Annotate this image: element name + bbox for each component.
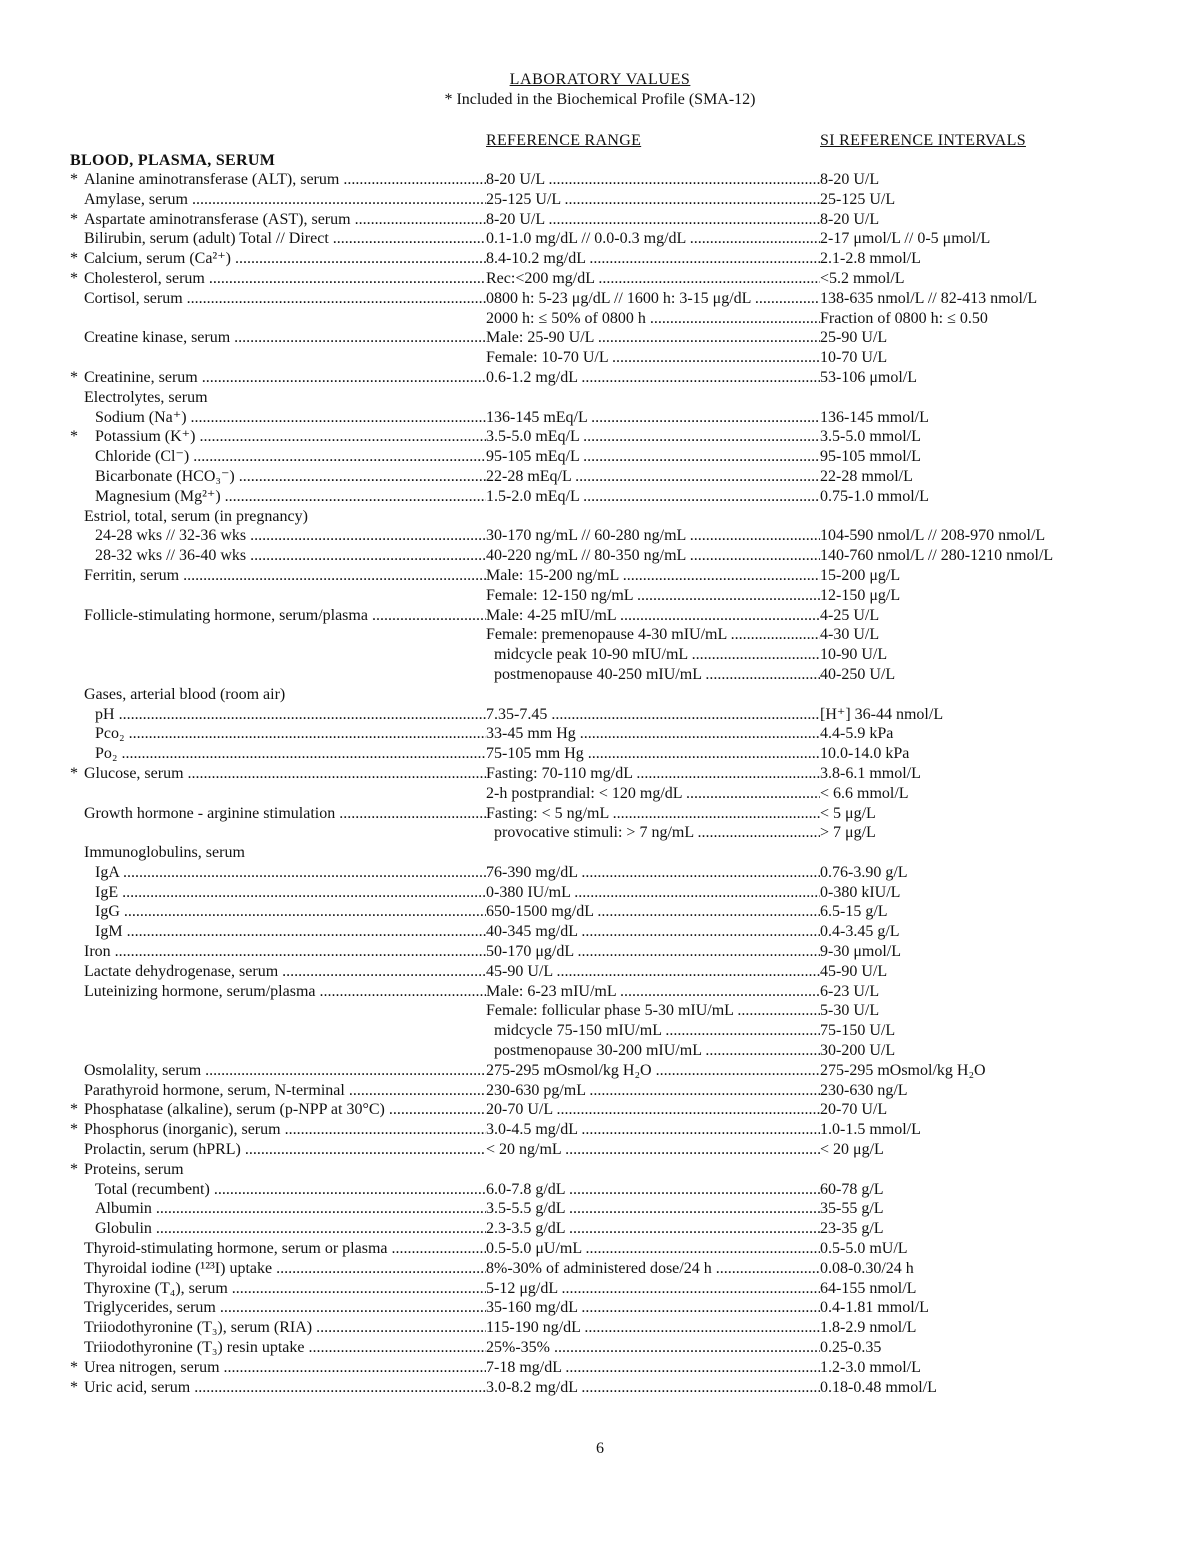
- si-interval: 1.0-1.5 mmol/L: [820, 1121, 921, 1139]
- table-row: [0, 843, 1200, 863]
- reference-range: 8-20 U/L .....: [486, 170, 820, 190]
- table-row: [0, 427, 1200, 447]
- si-interval: < 5 μg/L: [820, 804, 876, 822]
- si-interval: 3.8-6.1 mmol/L: [820, 764, 921, 782]
- reference-range: < 20 ng/mL .....: [486, 1140, 820, 1160]
- si-interval: 0.75-1.0 mmol/L: [820, 487, 929, 505]
- table-row: [0, 625, 1200, 645]
- reference-range: 2-h postprandial: < 120 mg/dL .....: [486, 784, 820, 804]
- reference-range: 40-345 mg/dL .....: [486, 922, 820, 942]
- test-name: Immunoglobulins, serum: [84, 844, 245, 862]
- si-interval: 2-17 μmol/L // 0-5 μmol/L: [820, 230, 991, 248]
- table-row: [0, 962, 1200, 982]
- si-interval: 30-200 U/L: [820, 1042, 896, 1060]
- table-row: [0, 368, 1200, 388]
- si-interval: 45-90 U/L: [820, 962, 888, 980]
- si-interval: 0.4-3.45 g/L: [820, 923, 900, 941]
- si-interval: 10-70 U/L: [820, 349, 888, 367]
- test-name: Bilirubin, serum (adult) Total // Direct .....: [84, 229, 486, 249]
- table-row: [0, 902, 1200, 922]
- sma12-marker: *: [70, 250, 78, 268]
- table-row: [0, 784, 1200, 804]
- column-header-reference-range: REFERENCE RANGE: [486, 132, 642, 149]
- si-interval: 10-90 U/L: [820, 646, 888, 664]
- column-header-si-intervals: SI REFERENCE INTERVALS: [820, 132, 1026, 149]
- reference-range: Female: follicular phase 5-30 mIU/mL .....: [486, 1001, 820, 1021]
- table-row: [0, 190, 1200, 210]
- si-interval: 0.25-0.35: [820, 1339, 882, 1357]
- reference-range: midcycle 75-150 mIU/mL .....: [486, 1021, 820, 1041]
- test-name: Triiodothyronine (T₃) resin uptake .....: [84, 1338, 486, 1358]
- si-interval: 0.08-0.30/24 h: [820, 1259, 914, 1277]
- table-row: [0, 645, 1200, 665]
- table-row: [0, 328, 1200, 348]
- si-interval: 6.5-15 g/L: [820, 903, 888, 921]
- reference-range: midcycle peak 10-90 mIU/mL .....: [486, 645, 820, 665]
- si-interval: 22-28 mmol/L: [820, 467, 913, 485]
- si-interval: [H⁺] 36-44 nmol/L: [820, 705, 944, 723]
- table-row: [0, 724, 1200, 744]
- reference-range: 3.5-5.0 mEq/L .....: [486, 427, 820, 447]
- sma12-marker: *: [70, 269, 78, 287]
- reference-range: Fasting: < 5 ng/mL .....: [486, 804, 820, 824]
- reference-range: 0-380 IU/mL .....: [486, 883, 820, 903]
- test-name: Sodium (Na⁺) .....: [95, 408, 486, 428]
- table-row: [0, 1160, 1200, 1180]
- table-row: [0, 408, 1200, 428]
- table-row: [0, 1061, 1200, 1081]
- reference-range: Male: 25-90 U/L .....: [486, 328, 820, 348]
- reference-range: 8%-30% of administered dose/24 h .....: [486, 1259, 820, 1279]
- si-interval: 53-106 μmol/L: [820, 368, 918, 386]
- table-row: [0, 289, 1200, 309]
- reference-range: 0.6-1.2 mg/dL .....: [486, 368, 820, 388]
- si-interval: 15-200 μg/L: [820, 566, 901, 584]
- reference-range: 76-390 mg/dL .....: [486, 863, 820, 883]
- section-heading: BLOOD, PLASMA, SERUM: [70, 152, 276, 169]
- table-row: [0, 665, 1200, 685]
- reference-range: 136-145 mEq/L .....: [486, 408, 820, 428]
- si-interval: Fraction of 0800 h: ≤ 0.50: [820, 309, 988, 327]
- reference-range: 3.0-8.2 mg/dL .....: [486, 1378, 820, 1398]
- sma12-marker: *: [70, 1160, 78, 1178]
- test-name: Glucose, serum .....: [84, 764, 486, 784]
- reference-range: 7-18 mg/dL .....: [486, 1358, 820, 1378]
- reference-range: 115-190 ng/dL .....: [486, 1318, 820, 1338]
- test-name: Electrolytes, serum: [84, 388, 208, 406]
- reference-range: postmenopause 40-250 mIU/mL .....: [486, 665, 820, 685]
- table-row: [0, 685, 1200, 705]
- test-name: Po₂ .....: [95, 744, 486, 764]
- si-interval: 64-155 nmol/L: [820, 1279, 917, 1297]
- si-interval: 0.18-0.48 mmol/L: [820, 1378, 937, 1396]
- table-row: [0, 1100, 1200, 1120]
- si-interval: 8-20 U/L: [820, 210, 880, 228]
- si-interval: 9-30 μmol/L: [820, 943, 902, 961]
- test-name: Luteinizing hormone, serum/plasma .....: [84, 982, 486, 1002]
- si-interval: 138-635 nmol/L // 82-413 nmol/L: [820, 289, 1038, 307]
- reference-range: 95-105 mEq/L .....: [486, 447, 820, 467]
- reference-range: 8.4-10.2 mg/dL .....: [486, 249, 820, 269]
- test-name: Cholesterol, serum .....: [84, 269, 486, 289]
- reference-range: 20-70 U/L .....: [486, 1100, 820, 1120]
- si-interval: 75-150 U/L: [820, 1022, 896, 1040]
- table-row: [0, 1259, 1200, 1279]
- table-row: [0, 249, 1200, 269]
- test-name: 28-32 wks // 36-40 wks .....: [95, 546, 486, 566]
- test-name: Pco₂ .....: [95, 724, 486, 744]
- lab-values-table: [0, 170, 1200, 1397]
- si-interval: 5-30 U/L: [820, 1002, 880, 1020]
- table-row: [0, 1180, 1200, 1200]
- table-row: [0, 1318, 1200, 1338]
- test-name: pH .....: [95, 705, 486, 725]
- test-name: Chloride (Cl⁻) .....: [95, 447, 486, 467]
- reference-range: 7.35-7.45 .....: [486, 705, 820, 725]
- test-name: IgA .....: [95, 863, 486, 883]
- reference-range: Male: 4-25 mIU/mL .....: [486, 606, 820, 626]
- test-name: Prolactin, serum (hPRL) .....: [84, 1140, 486, 1160]
- table-row: [0, 705, 1200, 725]
- sma12-marker: *: [70, 1101, 78, 1119]
- test-name: IgE .....: [95, 883, 486, 903]
- reference-range: 0.1-1.0 mg/dL // 0.0-0.3 mg/dL .....: [486, 229, 820, 249]
- si-interval: 0.5-5.0 mU/L: [820, 1240, 908, 1258]
- table-row: [0, 447, 1200, 467]
- sma12-marker: *: [70, 171, 78, 188]
- si-interval: > 7 μg/L: [820, 824, 876, 842]
- table-row: [0, 744, 1200, 764]
- test-name: Urea nitrogen, serum .....: [84, 1358, 486, 1378]
- reference-range: 22-28 mEq/L .....: [486, 467, 820, 487]
- sma12-marker: *: [70, 764, 78, 782]
- si-interval: 1.8-2.9 nmol/L: [820, 1319, 917, 1337]
- table-row: [0, 942, 1200, 962]
- page-title: LABORATORY VALUES: [509, 71, 691, 88]
- table-row: [0, 309, 1200, 329]
- test-name: Aspartate aminotransferase (AST), serum .....: [84, 210, 486, 230]
- test-name: Thyroidal iodine (¹²³I) uptake .....: [84, 1259, 486, 1279]
- table-row: [0, 1120, 1200, 1140]
- table-row: [0, 1199, 1200, 1219]
- reference-range: Male: 15-200 ng/mL .....: [486, 566, 820, 586]
- si-interval: 230-630 ng/L: [820, 1081, 908, 1099]
- reference-range: postmenopause 30-200 mIU/mL .....: [486, 1041, 820, 1061]
- si-interval: 25-90 U/L: [820, 329, 888, 347]
- test-name: Estriol, total, serum (in pregnancy): [84, 507, 308, 525]
- test-name: Phosphorus (inorganic), serum .....: [84, 1120, 486, 1140]
- table-row: [0, 467, 1200, 487]
- reference-range: 1.5-2.0 mEq/L .....: [486, 487, 820, 507]
- table-row: [0, 566, 1200, 586]
- sma12-marker: *: [70, 428, 78, 446]
- si-interval: 1.2-3.0 mmol/L: [820, 1358, 921, 1376]
- reference-range: 275-295 mOsmol/kg H₂O .....: [486, 1061, 820, 1081]
- table-row: [0, 1081, 1200, 1101]
- si-interval: <5.2 mmol/L: [820, 269, 905, 287]
- sma12-marker: *: [70, 210, 78, 228]
- test-name: Bicarbonate (HCO₃⁻) .....: [95, 467, 486, 487]
- table-row: [0, 883, 1200, 903]
- table-row: [0, 1219, 1200, 1239]
- test-name: Follicle-stimulating hormone, serum/plasma .....: [84, 606, 486, 626]
- reference-range: 25%-35% .....: [486, 1338, 820, 1358]
- test-name: Amylase, serum .....: [84, 190, 486, 210]
- reference-range: Female: 10-70 U/L .....: [486, 348, 820, 368]
- table-row: [0, 526, 1200, 546]
- test-name: Creatine kinase, serum .....: [84, 328, 486, 348]
- table-row: [0, 507, 1200, 527]
- page-number: 6: [596, 1440, 604, 1457]
- test-name: Proteins, serum: [84, 1160, 184, 1178]
- test-name: Ferritin, serum .....: [84, 566, 486, 586]
- table-row: [0, 487, 1200, 507]
- test-name: Osmolality, serum .....: [84, 1061, 486, 1081]
- table-row: [0, 982, 1200, 1002]
- reference-range: Rec:<200 mg/dL .....: [486, 269, 820, 289]
- test-name: Alanine aminotransferase (ALT), serum .....: [84, 170, 486, 190]
- reference-range: 3.0-4.5 mg/dL .....: [486, 1120, 820, 1140]
- test-name: Magnesium (Mg²⁺) .....: [95, 487, 486, 507]
- table-row: [0, 229, 1200, 249]
- si-interval: 3.5-5.0 mmol/L: [820, 428, 921, 446]
- test-name: Triiodothyronine (T₃), serum (RIA) .....: [84, 1318, 486, 1338]
- table-row: [0, 1378, 1200, 1398]
- si-interval: 25-125 U/L: [820, 190, 896, 208]
- sma12-marker: *: [70, 1121, 78, 1139]
- si-interval: 4-25 U/L: [820, 606, 880, 624]
- si-interval: 12-150 μg/L: [820, 586, 901, 604]
- sma12-marker: *: [70, 1378, 78, 1396]
- test-name: Thyroxine (T₄), serum .....: [84, 1279, 486, 1299]
- reference-range: 650-1500 mg/dL .....: [486, 902, 820, 922]
- si-interval: 136-145 mmol/L: [820, 408, 929, 426]
- si-interval: 95-105 mmol/L: [820, 448, 921, 466]
- table-row: [0, 1338, 1200, 1358]
- reference-range: 5-12 μg/dL .....: [486, 1279, 820, 1299]
- reference-range: 45-90 U/L .....: [486, 962, 820, 982]
- si-interval: 0.76-3.90 g/L: [820, 863, 908, 881]
- reference-range: Male: 6-23 mIU/mL .....: [486, 982, 820, 1002]
- reference-range: 50-170 μg/dL .....: [486, 942, 820, 962]
- si-interval: 60-78 g/L: [820, 1180, 884, 1198]
- table-row: [0, 1041, 1200, 1061]
- table-row: [0, 348, 1200, 368]
- reference-range: 3.5-5.5 g/dL .....: [486, 1199, 820, 1219]
- table-row: [0, 269, 1200, 289]
- test-name: Iron .....: [84, 942, 486, 962]
- table-row: [0, 764, 1200, 784]
- reference-range: 0800 h: 5-23 μg/dL // 1600 h: 3-15 μg/dL .....: [486, 289, 820, 309]
- page-subtitle: * Included in the Biochemical Profile (SMA-12): [444, 91, 756, 108]
- reference-range: 75-105 mm Hg .....: [486, 744, 820, 764]
- test-name: Thyroid-stimulating hormone, serum or plasma .....: [84, 1239, 486, 1259]
- si-interval: 4-30 U/L: [820, 626, 880, 644]
- reference-range: 2000 h: ≤ 50% of 0800 h .....: [486, 309, 820, 329]
- si-interval: 140-760 nmol/L // 280-1210 nmol/L: [820, 547, 1054, 565]
- si-interval: 104-590 nmol/L // 208-970 nmol/L: [820, 527, 1046, 545]
- si-interval: < 6.6 mmol/L: [820, 784, 909, 802]
- table-row: [0, 863, 1200, 883]
- test-name: Creatinine, serum .....: [84, 368, 486, 388]
- reference-range: 2.3-3.5 g/dL .....: [486, 1219, 820, 1239]
- si-interval: 0-380 kIU/L: [820, 883, 901, 901]
- si-interval: 275-295 mOsmol/kg H₂O: [820, 1061, 986, 1079]
- test-name: IgG .....: [95, 902, 486, 922]
- test-name: Potassium (K⁺) .....: [95, 427, 486, 447]
- si-interval: 4.4-5.9 kPa: [820, 725, 894, 743]
- test-name: Parathyroid hormone, serum, N-terminal .....: [84, 1081, 486, 1101]
- reference-range: 40-220 ng/mL // 80-350 ng/mL .....: [486, 546, 820, 566]
- table-row: [0, 1001, 1200, 1021]
- test-name: Globulin .....: [95, 1219, 486, 1239]
- test-name: Uric acid, serum .....: [84, 1378, 486, 1398]
- reference-range: 25-125 U/L .....: [486, 190, 820, 210]
- si-interval: 6-23 U/L: [820, 982, 880, 1000]
- table-row: [0, 606, 1200, 626]
- reference-range: Female: premenopause 4-30 mIU/mL .....: [486, 625, 820, 645]
- reference-range: 33-45 mm Hg .....: [486, 724, 820, 744]
- sma12-marker: *: [70, 368, 78, 386]
- test-name: Phosphatase (alkaline), serum (p-NPP at 30°C) .....: [84, 1100, 486, 1120]
- si-interval: 35-55 g/L: [820, 1200, 884, 1218]
- si-interval: 0.4-1.81 mmol/L: [820, 1299, 929, 1317]
- si-interval: 40-250 U/L: [820, 665, 896, 683]
- sma12-marker: *: [70, 1358, 78, 1376]
- si-interval: 2.1-2.8 mmol/L: [820, 250, 921, 268]
- test-name: Albumin .....: [95, 1199, 486, 1219]
- test-name: Total (recumbent) .....: [95, 1180, 486, 1200]
- table-row: [0, 546, 1200, 566]
- test-name: Lactate dehydrogenase, serum .....: [84, 962, 486, 982]
- table-row: [0, 170, 1200, 190]
- table-row: [0, 1239, 1200, 1259]
- table-row: [0, 388, 1200, 408]
- reference-range: 6.0-7.8 g/dL .....: [486, 1180, 820, 1200]
- table-row: [0, 922, 1200, 942]
- table-row: [0, 823, 1200, 843]
- test-name: 24-28 wks // 32-36 wks .....: [95, 526, 486, 546]
- test-name: Growth hormone - arginine stimulation .....: [84, 804, 486, 824]
- reference-range: 230-630 pg/mL .....: [486, 1081, 820, 1101]
- si-interval: 10.0-14.0 kPa: [820, 745, 910, 763]
- reference-range: 8-20 U/L .....: [486, 210, 820, 230]
- table-row: [0, 1358, 1200, 1378]
- test-name: Triglycerides, serum .....: [84, 1298, 486, 1318]
- reference-range: 0.5-5.0 μU/mL .....: [486, 1239, 820, 1259]
- si-interval: 23-35 g/L: [820, 1220, 884, 1238]
- si-interval: < 20 μg/L: [820, 1141, 884, 1159]
- table-row: [0, 1298, 1200, 1318]
- si-interval: 8-20 U/L: [820, 171, 880, 188]
- reference-range: 30-170 ng/mL // 60-280 ng/mL .....: [486, 526, 820, 546]
- test-name: Gases, arterial blood (room air): [84, 685, 286, 703]
- table-row: [0, 1021, 1200, 1041]
- test-name: IgM .....: [95, 922, 486, 942]
- test-name: Calcium, serum (Ca²⁺) .....: [84, 249, 486, 269]
- table-row: [0, 586, 1200, 606]
- table-row: [0, 1140, 1200, 1160]
- table-row: [0, 1279, 1200, 1299]
- si-interval: 20-70 U/L: [820, 1101, 888, 1119]
- reference-range: Female: 12-150 ng/mL .....: [486, 586, 820, 606]
- table-row: [0, 804, 1200, 824]
- reference-range: provocative stimuli: > 7 ng/mL .....: [486, 823, 820, 843]
- test-name: Cortisol, serum .....: [84, 289, 486, 309]
- reference-range: 35-160 mg/dL .....: [486, 1298, 820, 1318]
- table-row: [0, 210, 1200, 230]
- reference-range: Fasting: 70-110 mg/dL .....: [486, 764, 820, 784]
